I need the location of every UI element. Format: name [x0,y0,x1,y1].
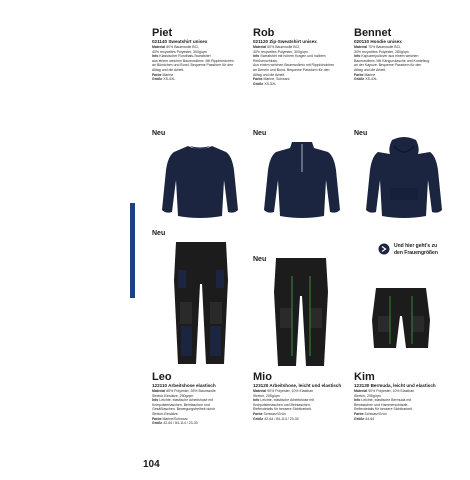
description-value: 42-64 / 84-114 / 23-30 [163,421,198,426]
description-key: Info [354,398,361,403]
new-badge: Neu [152,230,166,237]
callout-line-2: den Frauengrößen [394,249,438,256]
product-bennet [354,27,446,82]
description-value: Stretch-Einsätze, 250g/qm [152,393,194,398]
description-value: Stretch, 205g/qm [354,393,381,398]
product-description [354,389,446,421]
product-code: 020110 Hoodie unisex [354,39,402,44]
description-key: Info [152,54,159,59]
product-code: 021120 Zip-Sweatshirt unisex [253,39,317,44]
description-value: 30% recyceltes Polyester, 280g/qm [354,49,409,54]
description-value: Kniepolstertaschen, Beintaschen und [152,402,210,407]
product-description [152,389,244,426]
description-value: XS-4XL [365,77,378,82]
product-description [354,45,446,82]
description-key: Info [152,398,159,403]
description-key: Info [253,398,260,403]
description-value: Beintaschen und Hammerschlaufe. [354,402,409,407]
product-name: Kim [354,371,375,383]
description-value: 40% recyceltes Polyester, 300g/qm [152,49,207,54]
new-badge: Neu [152,130,166,137]
description-line [253,82,345,87]
description-value: Leichte, elastische Arbeitshose mit [260,398,315,403]
description-key: Größe [253,81,264,86]
product-code: 123120 Arbeitshose, leicht und elastisch [253,383,342,388]
description-key: Material [152,389,166,393]
description-value: Reflexdetails für bessere Sichtbarkeit. [354,407,413,412]
description-key: Farbe [152,72,162,77]
sweatshirt-image [160,140,240,220]
description-value: an Ärmeln und Bund. Bequeme Passform für den [253,67,330,72]
description-value: Stretch, 205g/qm [253,393,280,398]
description-value: Alltag und die Arbeit. [152,67,185,72]
description-line [253,417,345,422]
description-value: Marine [162,72,174,77]
description-key: Farbe [253,411,263,416]
description-key: Info [253,54,260,59]
description-key: Farbe [354,72,364,77]
product-code: 123130 Bermuda, leicht und elastisch [354,383,436,388]
product-kim [354,371,446,421]
description-value: 60% Baumwolle BCI, [166,45,200,49]
description-key: Material [253,45,267,49]
description-value: Schwarz/Grün [364,411,387,416]
description-key: Größe [354,77,365,82]
new-badge: Neu [253,130,267,137]
description-value: 70% Baumwolle BCI, [368,45,402,49]
description-value: Stretch-Einsätze. [152,411,179,416]
description-value: Baumwollmix. Mit Kängurutasche und Kordelzug [354,58,430,63]
product-mio [253,371,345,421]
product-name: Piet [152,27,173,39]
description-key: Material [354,389,368,393]
new-badge: Neu [253,256,267,263]
description-value: Schwarz/Grün [263,411,286,416]
description-value: 60% Baumwolle BCI, [267,45,301,49]
description-key: Farbe [253,77,263,82]
description-value: 90% Polyester, 10% Elasthan [368,389,415,393]
product-code: 021140 Sweatshirt unisex [152,39,208,44]
description-value: an Bündchen und Bund. Bequeme Passform für den [152,63,234,68]
description-value: an der Kapuze. Bequeme Passform für den [354,63,422,68]
description-value: XS-5XL [264,81,277,86]
description-value: XS-4XL [163,77,176,82]
description-value: 40% recyceltes Polyester, 300g/qm [253,49,308,54]
description-value: Reflexdetails für bessere Sichtbarkeit. [253,407,312,412]
description-value: Marine/Schwarz [162,416,188,421]
description-key: Material [253,389,267,393]
product-leo [152,371,244,426]
description-key: Material [354,45,368,49]
product-name: Rob [253,27,275,39]
light-work-trousers-image [266,256,336,368]
description-key: Info [354,54,361,59]
description-value: Gesäßtaschen. Bewegungsfreiheit durch [152,407,216,412]
accent-bar [130,203,135,298]
arrow-right-icon [378,243,390,255]
description-value: 42-64 / 84-114 / 23-30 [264,416,299,421]
product-name: Leo [152,371,172,383]
description-key: Größe [152,77,163,82]
description-value: Leichte, elastische Bermuda mit [361,398,412,403]
bermuda-shorts-image [366,286,436,350]
product-piet [152,27,244,82]
description-value: Leichte, elastische Arbeitshose mit [159,398,214,403]
description-line [354,77,446,82]
product-name: Mio [253,371,272,383]
description-value: 65% Polyester, 35% Baumwolle [166,389,216,393]
description-key: Farbe [354,411,364,416]
callout-line-1: Und hier geht's zu [394,243,438,249]
description-line [253,54,345,63]
work-trousers-image [166,240,236,366]
product-description [152,45,244,82]
zip-sweatshirt-image [262,140,342,220]
description-value: Kapuzenpullover aus einem weichen [361,54,419,59]
description-value: Alltag und die Arbeit. [354,67,387,72]
description-key: Größe [152,421,163,426]
page-number: 104 [143,459,160,470]
product-rob [253,27,345,86]
description-key: Größe [354,416,365,421]
description-value: aus einem weichen Baumwollmix. Mit Rippbündchen [152,58,234,63]
description-line [354,417,446,422]
description-value: 44-64 [365,416,375,421]
description-value: Kniepolstertaschen und Beintaschen. [253,402,311,407]
description-value: Sweatshirt mit hohem Kragen und halbem Reißverschluss. [253,54,326,63]
description-value: Alltag und die Arbeit. [253,72,286,77]
product-description [253,389,345,421]
description-key: Material [152,45,166,49]
hoodie-image [364,136,444,220]
description-line [152,421,244,426]
description-value: Marine, Schwarz [263,77,290,82]
description-key: Größe [253,416,264,421]
description-key: Farbe [152,416,162,421]
description-line [152,77,244,82]
product-name: Bennet [354,27,392,39]
description-value: Aus einem weichen Baumwollmix mit Rippbündchen [253,63,335,68]
women-sizes-link[interactable] [394,243,454,256]
new-badge: Neu [354,130,368,137]
description-value: 90% Polyester, 10% Elasthan [267,389,314,393]
product-code: 122110 Arbeitshose elastisch [152,383,216,388]
description-value: Marine [364,72,376,77]
description-value: Klassischer Rundhals-Sweatshirt [159,54,211,59]
product-description [253,45,345,86]
